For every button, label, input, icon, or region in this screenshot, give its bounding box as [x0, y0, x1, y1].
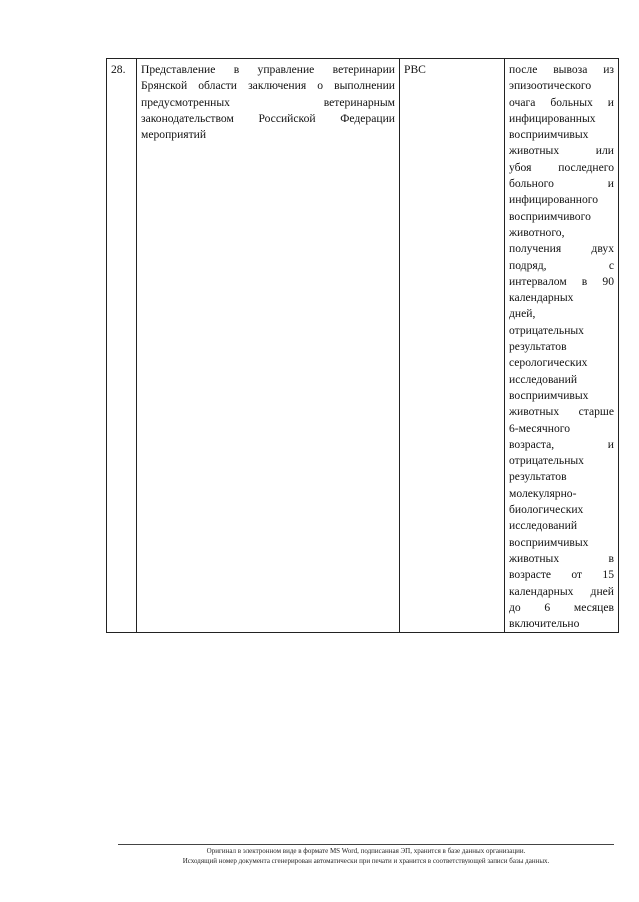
deadline-line: возраста, и	[509, 437, 614, 451]
deadline-line: очага больных и	[509, 95, 614, 109]
deadline-line: животных старше	[509, 405, 614, 419]
footer-line-2: Исходящий номер документа сгенерирован автоматически при печати и хранится в соответствующей записи базы данных.	[182, 857, 550, 865]
deadline-line: результатов	[509, 340, 567, 354]
deadline-line: животных или	[509, 144, 614, 158]
deadline-line: календарных дней	[509, 584, 614, 598]
deadline-line: 6-месячного	[509, 421, 571, 435]
deadline-line: результатов	[509, 470, 567, 484]
deadline-line: интервалом в 90	[509, 274, 614, 288]
deadline-line: восприимчивых	[509, 128, 589, 142]
deadline-line: до 6 месяцев	[509, 600, 614, 614]
footer-line-1: Оригинал в электронном виде в формате MS Word, подписанная ЭП, хранится в базе данных организации.	[206, 847, 526, 855]
deadline-line: исследований	[509, 372, 578, 386]
responsible-party: РВС	[400, 59, 505, 633]
measures-table	[106, 58, 619, 633]
deadline-line: животного,	[509, 225, 565, 239]
footer-note	[118, 846, 614, 866]
deadline-line: исследований	[509, 519, 578, 533]
deadline-line: включительно	[509, 617, 580, 631]
deadline-line: биологических	[509, 503, 584, 517]
deadline-line: дней,	[509, 307, 536, 321]
deadline-cell	[505, 59, 619, 633]
footer-divider	[118, 844, 614, 845]
deadline-line: после вывоза из	[509, 63, 614, 76]
deadline-line: подряд, с	[509, 258, 614, 272]
deadline-line: серологических	[509, 356, 588, 370]
measure-description: Представление в управление ветеринарии Брянской области заключения о выполнении предусмотренных ветеринарным законодательством Российской Федерации мероприятий	[137, 59, 400, 633]
deadline-line: восприимчивых	[509, 535, 589, 549]
deadline-line: инфицированного	[509, 193, 599, 207]
deadline-line: убоя последнего	[509, 160, 614, 174]
deadline-line: получения двух	[509, 242, 614, 256]
deadline-line: животных в	[509, 551, 614, 565]
deadline-line: восприимчивых	[509, 388, 589, 402]
deadline-line: календарных	[509, 291, 574, 305]
deadline-line: больного и	[509, 177, 614, 191]
table-row	[107, 59, 619, 633]
row-number: 28.	[107, 59, 137, 633]
deadline-line: эпизоотического	[509, 79, 592, 93]
deadline-line: отрицательных	[509, 454, 584, 468]
deadline-line: отрицательных	[509, 323, 584, 337]
deadline-line: молекулярно-	[509, 486, 577, 500]
deadline-line: возрасте от 15	[509, 568, 614, 582]
deadline-line: восприимчивого	[509, 209, 591, 223]
deadline-line: инфицированных	[509, 111, 596, 125]
